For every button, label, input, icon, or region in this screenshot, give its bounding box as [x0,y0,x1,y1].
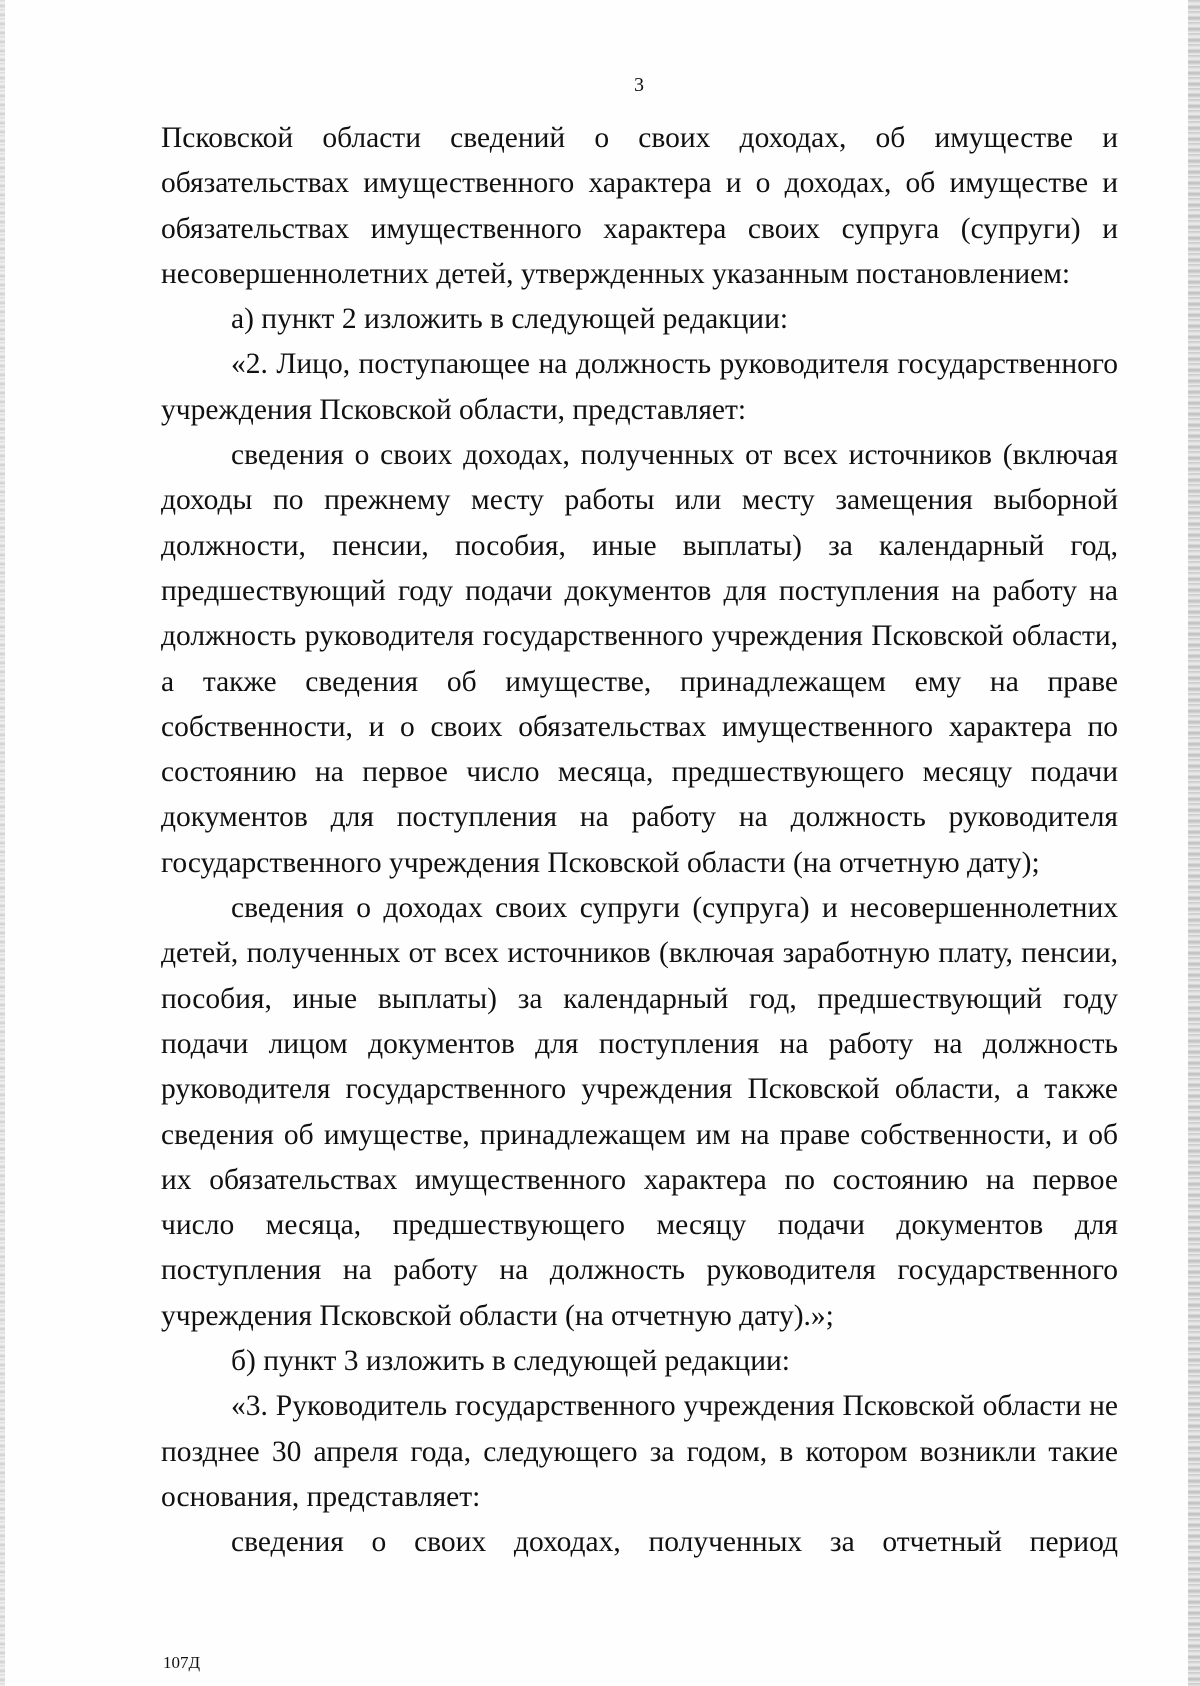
document-code: 107Д [163,1653,201,1672]
paragraph-clause-3: «3. Руководитель государственного учреждения Псковской области не позднее 30 апреля года, следующего за годом, в котором возникли такие основания, представляет: [161,1390,1118,1513]
scan-edge-right [1188,0,1200,1686]
document-body [161,116,1118,1566]
scan-edge-left [0,0,5,1686]
paragraph-continuation: Псковской области сведений о своих доходах, об имуществе и обязательствах имущественного характера и о доходах, об имуществе и обязательствах имущественного характера своих супруга (супруги) и несовершеннолетних детей, утвержденных указанным постановлением: [161,122,1118,290]
paragraph-subitem-b: б) пункт 3 изложить в следующей редакции: [231,1345,790,1378]
page-number: 3 [634,74,644,96]
paragraph-reporting-period: сведения о своих доходах, полученных за отчетный период [231,1526,1118,1559]
paragraph-subitem-a: а) пункт 2 изложить в следующей редакции: [231,303,789,336]
paragraph-family-income: сведения о доходах своих супруги (супруга) и несовершеннолетних детей, полученных от всех источников (включая заработную плату, пенсии, пособия, иные выплаты) за календарный год, предшествующий году подачи лицом документов для поступления на работу на должность руководителя государственного учреждения Псковской области, а также сведения об имуществе, принадлежащем им на праве собственности, и об их обязательствах имущественного характера по состоянию на первое число месяца, предшествующего месяцу подачи документов для поступления на работу на должность руководителя государственного учреждения Псковской области (на отчетную дату).»; [161,892,1118,1332]
paragraph-own-income: сведения о своих доходах, полученных от всех источников (включая доходы по прежнему месту работы или месту замещения выборной должности, пенсии, пособия, иные выплаты) за календарный год, предшествующий году подачи документов для поступления на работу на должность руководителя государственного учреждения Псковской области, а также сведения об имуществе, принадлежащем ему на праве собственности, и о своих обязательствах имущественного характера по состоянию на первое число месяца, предшествующего месяцу подачи документов для поступления на работу на должность руководителя государственного учреждения Псковской области (на отчетную дату); [161,439,1118,879]
paragraph-clause-2: «2. Лицо, поступающее на должность руководителя государственного учреждения Псковской области, представляет: [161,348,1118,426]
